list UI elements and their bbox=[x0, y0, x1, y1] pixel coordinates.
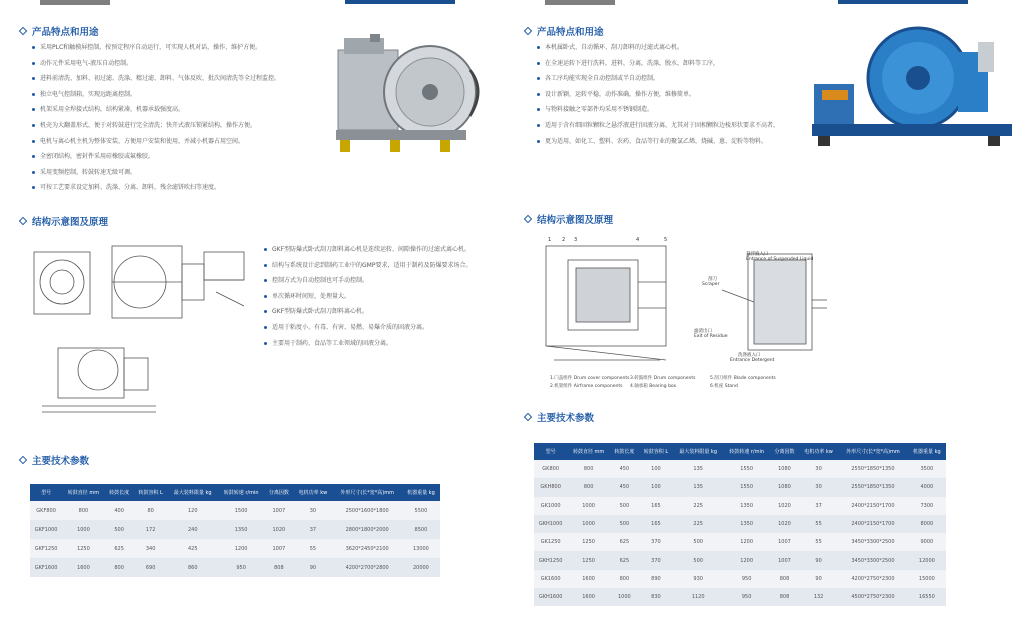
features-list bbox=[535, 40, 779, 149]
table-cell: 1200 bbox=[723, 533, 770, 551]
table-cell: 950 bbox=[218, 558, 265, 577]
diamond-icon bbox=[524, 215, 532, 223]
table-cell: 20000 bbox=[402, 558, 440, 577]
table-cell: 1007 bbox=[264, 501, 293, 520]
table-cell: 1500 bbox=[218, 501, 265, 520]
list-item: 机壳为大翻盖形式，便于对转鼓进行完全清洗；快开式液压锁紧结构，操作方便。 bbox=[30, 118, 280, 134]
table-cell: 1000 bbox=[567, 515, 610, 533]
legend-item: 3.转鼓组件 Drum components bbox=[630, 376, 696, 381]
part-number: 2 bbox=[562, 237, 566, 243]
part-number: 1 bbox=[548, 237, 552, 243]
table-cell: 1020 bbox=[770, 497, 799, 515]
table-header-row bbox=[30, 484, 440, 501]
table-cell: 37 bbox=[799, 497, 838, 515]
table-cell: 1000 bbox=[610, 588, 639, 606]
table-cell: 2400*2150*1700 bbox=[838, 515, 908, 533]
table-cell: 4200*2750*2300 bbox=[838, 570, 908, 588]
table-cell: 450 bbox=[610, 478, 639, 496]
table-cell: GKF1600 bbox=[30, 558, 62, 577]
table-cell: 12000 bbox=[908, 551, 946, 569]
table-cell: 1020 bbox=[770, 515, 799, 533]
table-row bbox=[534, 478, 946, 496]
legend-item: 5.刮刀组件 Blade components bbox=[710, 376, 776, 381]
label-residue: 滤渣出口 bbox=[694, 329, 712, 334]
table-cell: GKH800 bbox=[534, 478, 567, 496]
table-cell: 2400*2150*1700 bbox=[838, 497, 908, 515]
label-detergent: 洗涤液入口 bbox=[738, 353, 761, 358]
table-row bbox=[30, 539, 440, 558]
table-row bbox=[30, 520, 440, 539]
table-cell: 1250 bbox=[567, 533, 610, 551]
part-number: 4 bbox=[636, 237, 640, 243]
table-cell: 860 bbox=[168, 558, 218, 577]
table-cell: 500 bbox=[610, 515, 639, 533]
table-cell: GKF1250 bbox=[30, 539, 62, 558]
list-item: 单次循环时间短，处理量大。 bbox=[262, 289, 471, 305]
table-cell: 800 bbox=[567, 478, 610, 496]
table-cell: 800 bbox=[105, 558, 134, 577]
table-cell: 135 bbox=[673, 478, 723, 496]
table-row bbox=[534, 551, 946, 569]
list-item: 各工序均能实现全自动控制或半自动控制。 bbox=[535, 71, 779, 87]
structure-heading: 结构示意图及原理 bbox=[20, 214, 108, 228]
table-cell: 340 bbox=[134, 539, 168, 558]
table-cell: 950 bbox=[723, 570, 770, 588]
table-cell: 930 bbox=[673, 570, 723, 588]
table-cell: 500 bbox=[673, 551, 723, 569]
label-inlet: 悬浮液入口 bbox=[746, 252, 769, 257]
list-item: 与物料接触之零部件均采用不锈钢制造。 bbox=[535, 102, 779, 118]
table-row bbox=[534, 533, 946, 551]
table-cell: 8000 bbox=[908, 515, 946, 533]
features-heading: 产品特点和用途 bbox=[20, 24, 99, 38]
col-header: 转鼓容积 L bbox=[639, 443, 673, 460]
structure-heading: 结构示意图及原理 bbox=[525, 212, 613, 226]
table-cell: 135 bbox=[673, 460, 723, 478]
table-cell: 1600 bbox=[567, 588, 610, 606]
list-item: 设计新颖，运转平稳，动作准确，操作方便，维修简单。 bbox=[535, 87, 779, 103]
table-cell: 2500*1600*1800 bbox=[332, 501, 401, 520]
table-cell: 172 bbox=[134, 520, 168, 539]
list-item: 采用PLC和触摸屏控制，按预定程序自动运行，可实现人机对话，操作、维护方便。 bbox=[30, 40, 280, 56]
table-cell: 450 bbox=[610, 460, 639, 478]
table-cell: GK1600 bbox=[534, 570, 567, 588]
col-header: 最大装料限量 kg bbox=[168, 484, 218, 501]
part-number: 5 bbox=[664, 237, 668, 243]
table-cell: 1550 bbox=[723, 478, 770, 496]
table-row bbox=[30, 558, 440, 577]
table-cell: 9000 bbox=[908, 533, 946, 551]
diamond-icon bbox=[19, 27, 27, 35]
table-cell: 165 bbox=[639, 515, 673, 533]
table-cell: 90 bbox=[799, 570, 838, 588]
table-cell: 800 bbox=[62, 501, 105, 520]
table-cell: 165 bbox=[639, 497, 673, 515]
table-cell: 690 bbox=[134, 558, 168, 577]
table-cell: 1350 bbox=[723, 497, 770, 515]
table-cell: 8500 bbox=[402, 520, 440, 539]
col-header: 最大装料限量 kg bbox=[673, 443, 723, 460]
list-item: 控制方式为自动控制也可手动控制。 bbox=[262, 273, 471, 289]
table-cell: 225 bbox=[673, 515, 723, 533]
table-cell: GKH1250 bbox=[534, 551, 567, 569]
table-cell: 1200 bbox=[723, 551, 770, 569]
list-item: 主要用于制药、食品等工业领域的固液分离。 bbox=[262, 336, 471, 352]
table-cell: 1350 bbox=[218, 520, 265, 539]
label-scraper: 刮刀 bbox=[708, 277, 717, 282]
col-header: 转鼓容积 L bbox=[134, 484, 168, 501]
list-item: 采用变频控制，转鼓转速无级可调。 bbox=[30, 165, 280, 181]
structure-drawing bbox=[540, 232, 680, 370]
col-header: 机器重量 kg bbox=[402, 484, 440, 501]
table-cell: 100 bbox=[639, 460, 673, 478]
table-cell: 3450*3300*2500 bbox=[838, 551, 908, 569]
list-item: GKF型防爆式卧式刮刀卸料离心机。 bbox=[262, 304, 471, 320]
table-cell: 625 bbox=[610, 551, 639, 569]
table-cell: 1350 bbox=[723, 515, 770, 533]
table-cell: GKF1000 bbox=[30, 520, 62, 539]
table-cell: 808 bbox=[770, 570, 799, 588]
table-cell: 400 bbox=[105, 501, 134, 520]
table-cell: 30 bbox=[799, 478, 838, 496]
table-cell: 890 bbox=[639, 570, 673, 588]
table-cell: 100 bbox=[639, 478, 673, 496]
spec-table bbox=[30, 484, 440, 577]
table-cell: 1250 bbox=[567, 551, 610, 569]
col-header: 外形尺寸(长*宽*高)mm bbox=[838, 443, 908, 460]
table-row bbox=[534, 570, 946, 588]
table-cell: 1600 bbox=[62, 558, 105, 577]
diamond-icon bbox=[19, 217, 27, 225]
features-heading: 产品特点和用途 bbox=[525, 24, 604, 38]
table-cell: 3450*3300*2500 bbox=[838, 533, 908, 551]
diamond-icon bbox=[19, 456, 27, 464]
table-cell: 500 bbox=[105, 520, 134, 539]
table-cell: 37 bbox=[293, 520, 332, 539]
table-cell: 808 bbox=[770, 588, 799, 606]
col-header: 转鼓长度 bbox=[105, 484, 134, 501]
list-item: 可按工艺要求设定加料、洗涤、分离、卸料，残余滤饼吹扫等速度。 bbox=[30, 180, 280, 196]
features-list bbox=[30, 40, 280, 196]
table-cell: 1080 bbox=[770, 478, 799, 496]
table-cell: 1000 bbox=[62, 520, 105, 539]
table-cell: 1120 bbox=[673, 588, 723, 606]
legend-item: 4.轴承箱 Bearing box bbox=[630, 384, 677, 389]
col-header: 转鼓直径 mm bbox=[62, 484, 105, 501]
table-cell: 4000 bbox=[908, 478, 946, 496]
table-cell: 1007 bbox=[264, 539, 293, 558]
list-item: 独立电气控制箱，实现远距离控制。 bbox=[30, 87, 280, 103]
table-cell: GK1000 bbox=[534, 497, 567, 515]
table-cell: 55 bbox=[799, 533, 838, 551]
table-cell: 30 bbox=[293, 501, 332, 520]
list-item: 更为适用，如化工、塑料、农药、食品等行业的聚氯乙烯，烧碱、蒽、淀粉等物料。 bbox=[535, 134, 779, 150]
table-cell: 2800*1800*2000 bbox=[332, 520, 401, 539]
centrifuge-photo bbox=[808, 22, 1016, 152]
list-item: 进料前清洗、加料、初过滤、洗涤、精过滤、卸料、气体反吹、批次间清洗等全过程监控。 bbox=[30, 71, 280, 87]
params-heading: 主要技术参数 bbox=[525, 410, 594, 424]
list-item: 适用于含有细固粒颗粒之悬浮液进行固液分离，尤其对于固相颗粒边棱形状要求不高者， bbox=[535, 118, 779, 134]
table-cell: 90 bbox=[799, 551, 838, 569]
table-cell: 1080 bbox=[770, 460, 799, 478]
table-cell: 950 bbox=[723, 588, 770, 606]
table-cell: GKH1000 bbox=[534, 515, 567, 533]
table-cell: 7300 bbox=[908, 497, 946, 515]
legend-item: 2.机架组件 Airframe components bbox=[550, 384, 623, 389]
spec-table bbox=[534, 443, 946, 606]
table-cell: 90 bbox=[293, 558, 332, 577]
params-heading: 主要技术参数 bbox=[20, 453, 89, 467]
table-cell: 13000 bbox=[402, 539, 440, 558]
part-number: 3 bbox=[574, 237, 578, 243]
table-cell: 4200*2700*2800 bbox=[332, 558, 401, 577]
table-cell: 30 bbox=[799, 460, 838, 478]
table-cell: 425 bbox=[168, 539, 218, 558]
table-cell: 15000 bbox=[908, 570, 946, 588]
table-cell: 800 bbox=[567, 460, 610, 478]
label-detergent-en: Entrance Detergent bbox=[730, 358, 775, 363]
table-cell: 1250 bbox=[62, 539, 105, 558]
list-item: 机架采用全焊接式结构，结构紧凑，机器承载强度高。 bbox=[30, 102, 280, 118]
table-cell: 500 bbox=[610, 497, 639, 515]
table-cell: 1007 bbox=[770, 551, 799, 569]
table-cell: 2550*1850*1350 bbox=[838, 478, 908, 496]
col-header: 外形尺寸(长*宽*高)mm bbox=[332, 484, 401, 501]
col-header: 型号 bbox=[534, 443, 567, 460]
table-cell: 55 bbox=[799, 515, 838, 533]
structure-list bbox=[262, 242, 471, 351]
col-header: 转鼓长度 bbox=[610, 443, 639, 460]
col-header: 转鼓转速 r/min bbox=[723, 443, 770, 460]
table-cell: 16550 bbox=[908, 588, 946, 606]
table-row bbox=[534, 588, 946, 606]
table-cell: 1000 bbox=[567, 497, 610, 515]
table-cell: GKH1600 bbox=[534, 588, 567, 606]
col-header: 电机功率 kw bbox=[799, 443, 838, 460]
label-residue-en: Exit of Residue bbox=[694, 334, 728, 339]
structure-drawing bbox=[28, 236, 253, 421]
table-cell: 225 bbox=[673, 497, 723, 515]
diamond-icon bbox=[524, 27, 532, 35]
table-cell: 625 bbox=[105, 539, 134, 558]
list-item: GKF型防爆式卧式刮刀卸料离心机是连续运转、间隙操作的过滤式离心机。 bbox=[262, 242, 471, 258]
legend-item: 1.门盖组件 Drum cover components bbox=[550, 376, 630, 381]
diamond-icon bbox=[524, 413, 532, 421]
table-cell: 5500 bbox=[402, 501, 440, 520]
table-cell: 1200 bbox=[218, 539, 265, 558]
table-cell: 120 bbox=[168, 501, 218, 520]
table-cell: GKF800 bbox=[30, 501, 62, 520]
list-item: 结构与系统设计虑到制药工业中的GMP要求，适用于制药及防爆要求场合。 bbox=[262, 258, 471, 274]
col-header: 分离因数 bbox=[264, 484, 293, 501]
col-header: 电机功率 kw bbox=[293, 484, 332, 501]
table-cell: 830 bbox=[639, 588, 673, 606]
table-cell: 370 bbox=[639, 533, 673, 551]
table-row bbox=[534, 460, 946, 478]
table-cell: GK1250 bbox=[534, 533, 567, 551]
col-header: 转鼓转速 r/min bbox=[218, 484, 265, 501]
table-cell: GK800 bbox=[534, 460, 567, 478]
table-header-row bbox=[534, 443, 946, 460]
table-cell: 800 bbox=[610, 570, 639, 588]
parts-legend bbox=[550, 375, 790, 389]
list-item: 在全速运转下进行洗料，进料，分离，洗涤，脱水，卸料等工序， bbox=[535, 56, 779, 72]
table-cell: 808 bbox=[264, 558, 293, 577]
table-cell: 1600 bbox=[567, 570, 610, 588]
right-page bbox=[512, 0, 1024, 629]
label-inlet-en: Entrance of Suspended Liquid bbox=[746, 257, 814, 262]
table-cell: 500 bbox=[673, 533, 723, 551]
col-header: 分离因数 bbox=[770, 443, 799, 460]
centrifuge-photo bbox=[330, 30, 490, 160]
col-header: 机器重量 kg bbox=[908, 443, 946, 460]
table-cell: 2550*1850*1350 bbox=[838, 460, 908, 478]
table-cell: 4500*2750*2300 bbox=[838, 588, 908, 606]
table-cell: 80 bbox=[134, 501, 168, 520]
list-item: 电机与离心机主机为整体安装，方便用户安装和使用，并减小机器占用空间。 bbox=[30, 134, 280, 150]
table-cell: 55 bbox=[293, 539, 332, 558]
label-scraper-en: Scraper bbox=[702, 282, 720, 287]
table-cell: 625 bbox=[610, 533, 639, 551]
table-row bbox=[534, 515, 946, 533]
legend-item: 6.机座 Stand bbox=[710, 384, 738, 389]
list-item: 全密闭结构，密封件采用硅橡胶或氟橡胶。 bbox=[30, 149, 280, 165]
list-item: 本机属卧式、自动循环、刮刀卸料的过滤式离心机。 bbox=[535, 40, 779, 56]
table-cell: 240 bbox=[168, 520, 218, 539]
list-item: 适用于粘度小、有毒、有害、易燃、易爆介质的固液分离。 bbox=[262, 320, 471, 336]
table-cell: 3500 bbox=[908, 460, 946, 478]
table-row bbox=[534, 497, 946, 515]
table-cell: 1007 bbox=[770, 533, 799, 551]
table-cell: 3620*2450*2100 bbox=[332, 539, 401, 558]
table-cell: 370 bbox=[639, 551, 673, 569]
table-cell: 1020 bbox=[264, 520, 293, 539]
list-item: 动作元件采用电气-液压自动控制。 bbox=[30, 56, 280, 72]
table-cell: 1550 bbox=[723, 460, 770, 478]
col-header: 型号 bbox=[30, 484, 62, 501]
table-cell: 132 bbox=[799, 588, 838, 606]
table-row bbox=[30, 501, 440, 520]
col-header: 转鼓直径 mm bbox=[567, 443, 610, 460]
